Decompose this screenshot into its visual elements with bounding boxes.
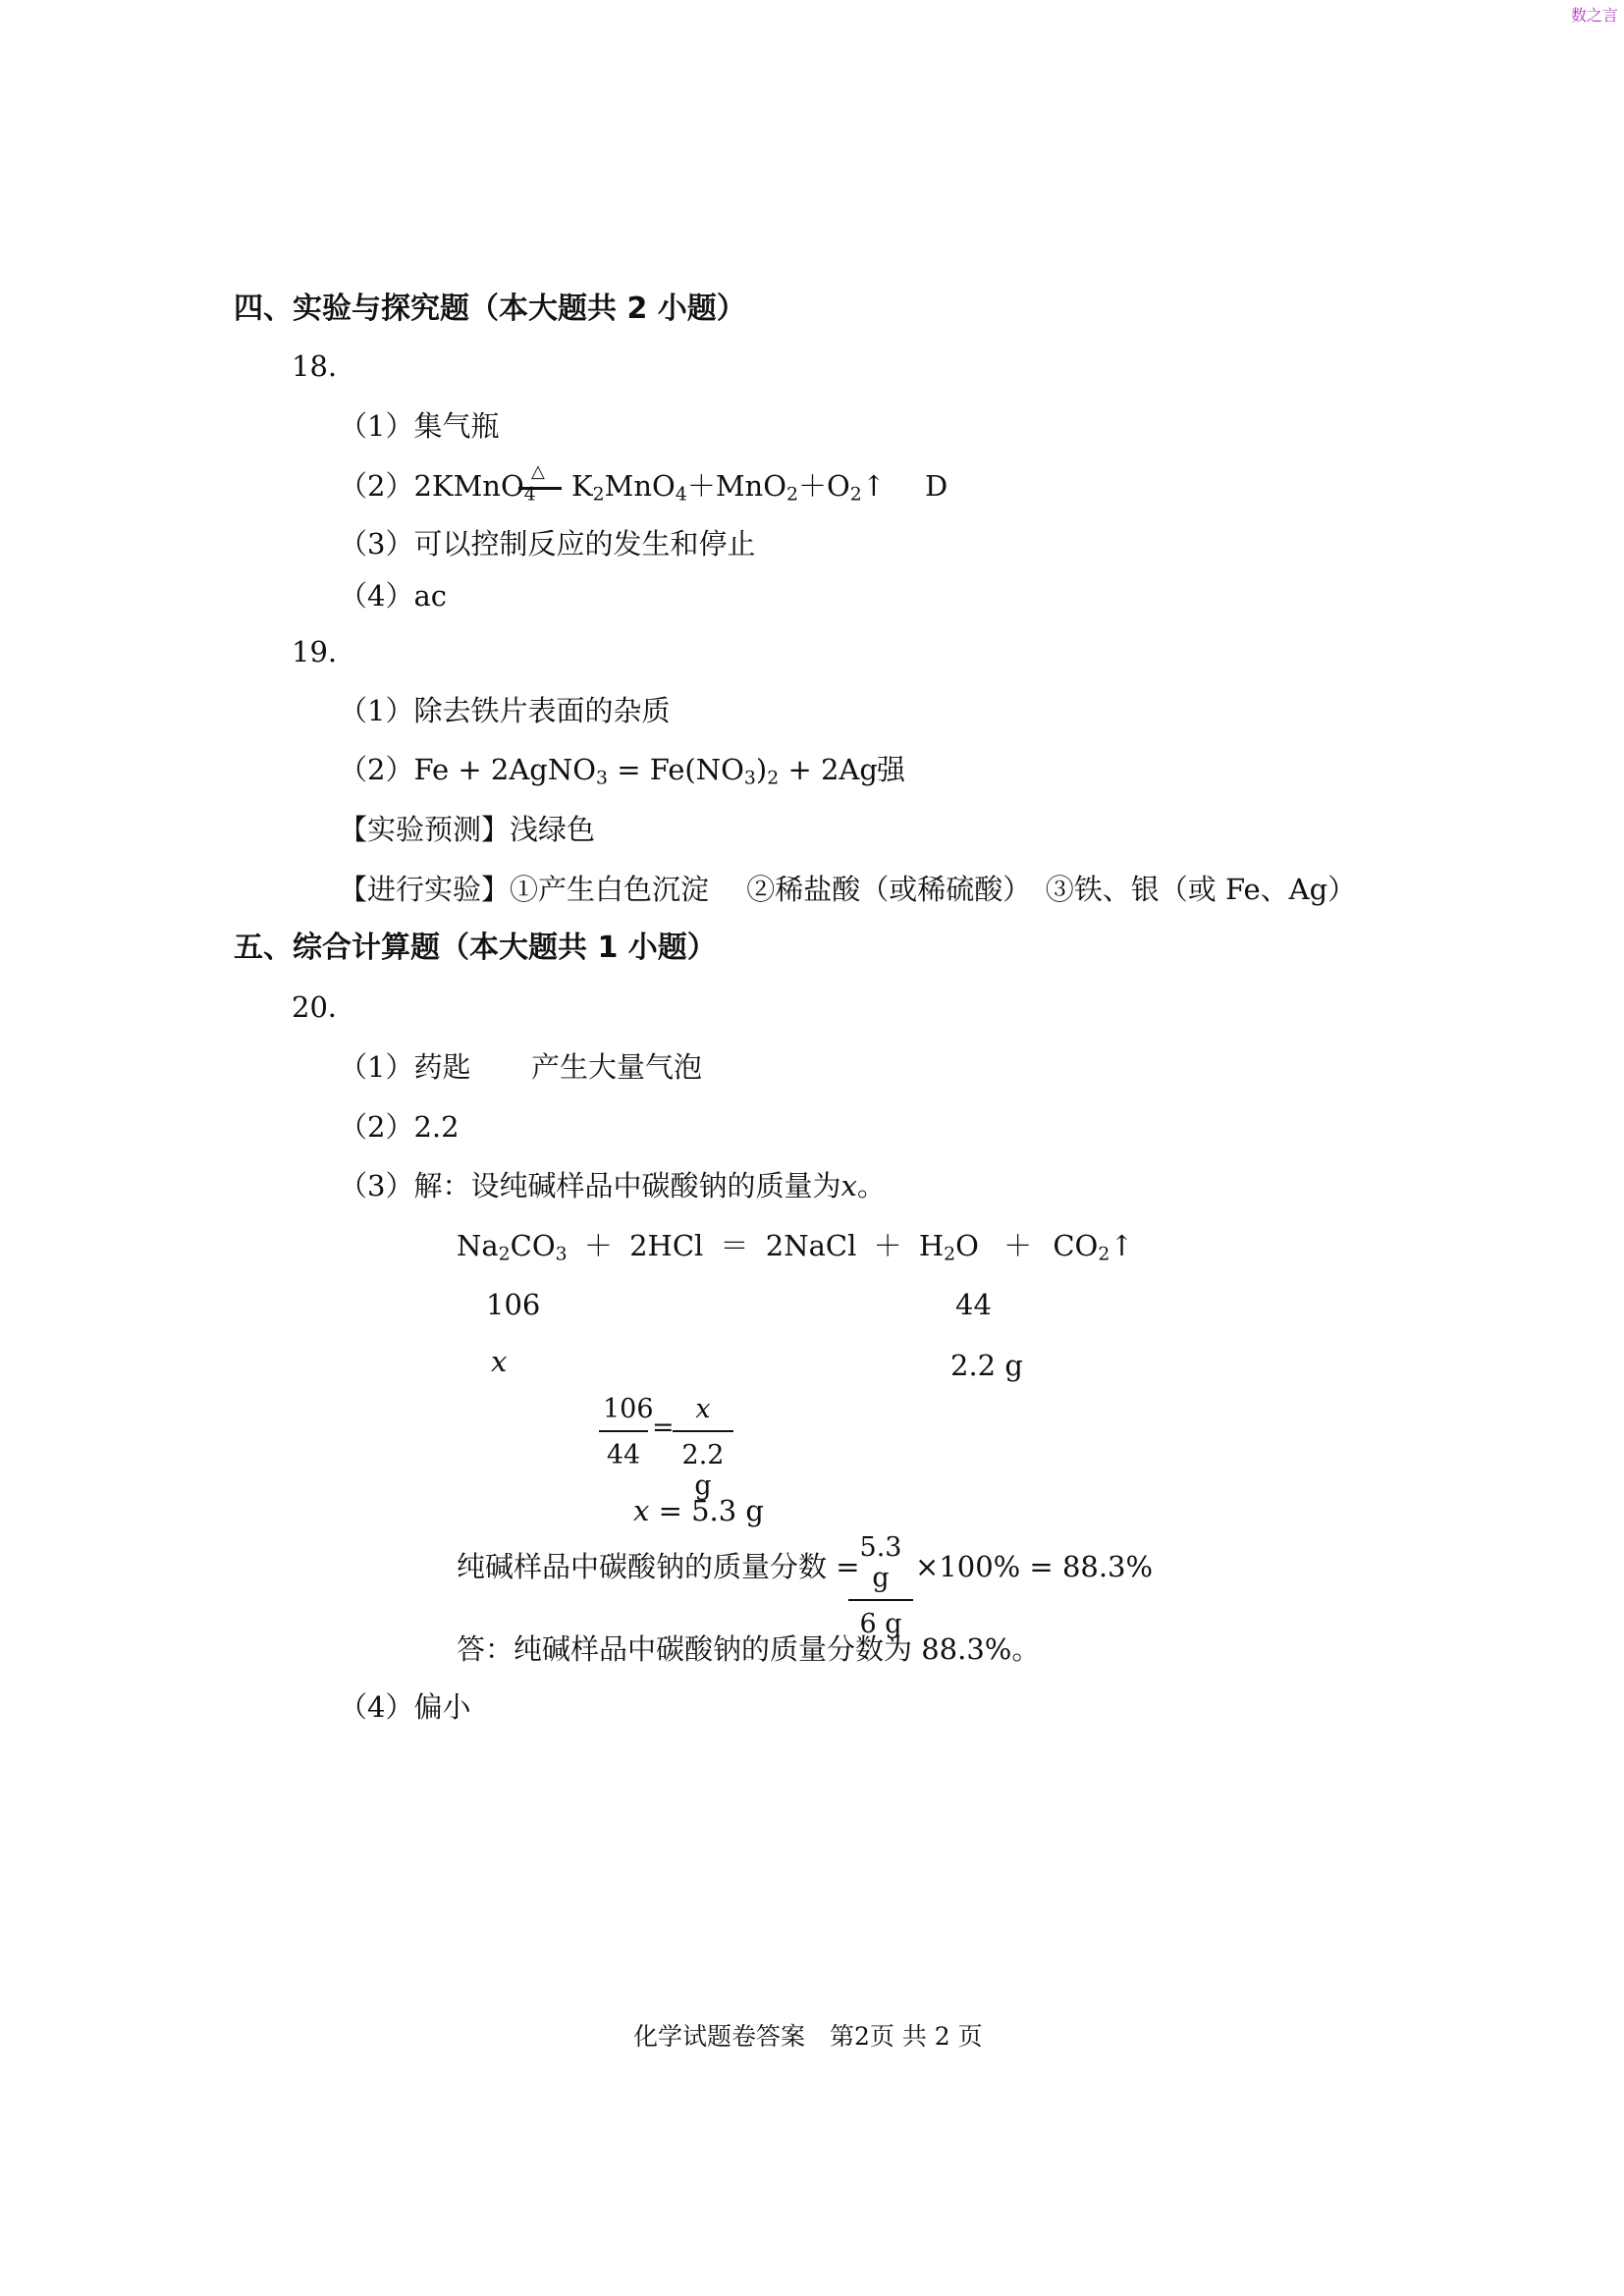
mass-fraction [848, 1532, 913, 1639]
eq-hcl: 2HCl [629, 1229, 704, 1262]
q18-answer-2-equation: （2）2KMnO$_4$ [339, 469, 536, 506]
unknown-left: x [491, 1345, 508, 1378]
ratio-fraction-right [673, 1394, 733, 1501]
eq-nacl: 2NaCl [765, 1229, 857, 1262]
eq-gas-arrow: ↑ [1110, 1229, 1134, 1262]
q20-answer-3-intro [339, 1169, 886, 1202]
result-value: = 5.3 g [649, 1494, 764, 1527]
fraction-denominator: 44 [606, 1440, 641, 1470]
ratio-equals: = [652, 1413, 675, 1443]
gas-arrow: ↑ [861, 469, 887, 503]
q20-answer-1-value: 产生大量气泡 [531, 1050, 703, 1084]
reactant-kmno4: （2）2KMnO [339, 469, 524, 503]
eq-part: = Fe(NO [608, 753, 744, 786]
q19-answer-2-choice: 强 [877, 753, 906, 786]
eq-equals: ＝ [720, 1229, 749, 1262]
fraction-numerator: 5.3 g [859, 1532, 902, 1593]
product-k: K [571, 469, 593, 503]
question-19-number: 19. [292, 635, 338, 668]
result-line [633, 1494, 764, 1527]
ratio-fraction-left [599, 1394, 654, 1470]
eq-h: H [918, 1229, 945, 1262]
q18-answer-3: （3）可以控制反应的发生和停止 [339, 527, 756, 561]
reaction-bar [518, 487, 562, 490]
question-20-number: 20． [292, 990, 356, 1024]
fraction-denominator: 2.2 g [681, 1440, 725, 1501]
variable-x: x [840, 1169, 857, 1202]
eq-plus: ＋ [873, 1229, 902, 1262]
q19-prediction: 【实验预测】浅绿色 [339, 813, 596, 846]
mass-fraction-tail: ×100% = 88.3% [915, 1550, 1154, 1583]
question-18-number: 18. [292, 349, 338, 383]
q20-answer-1-label: （1）药匙 [339, 1050, 471, 1084]
product-mno2: ＋MnO [686, 469, 786, 503]
eq-part: + 2Ag [779, 753, 878, 786]
page-footer: 化学试题卷答案 第2页 共 2 页 [633, 2022, 983, 2051]
q20-answer-4: （4）偏小 [339, 1690, 471, 1724]
molar-mass-left: 106 [486, 1288, 541, 1321]
q18-answer-2-products: $K_2MnO_4+MnO_2+O_2↑$ [571, 469, 887, 506]
fraction-denominator: 6 g [859, 1609, 902, 1639]
eq-plus: ＋ [583, 1229, 613, 1262]
molar-mass-right: 44 [955, 1288, 992, 1321]
calc-equation: $Na_2CO_3 + 2HCl$ ＝ 2NaCl ＋ $H_2O$ ＋ $CO_2↑$ [457, 1229, 1134, 1265]
q19-answer-1: （1）除去铁片表面的杂质 [339, 694, 671, 727]
heating-condition: △ [531, 461, 545, 482]
q19-experiment: 【进行实验】①产生白色沉淀 ②稀盐酸（或稀硫酸） ③铁、银（或 Fe、Ag） [339, 873, 1357, 906]
eq-co2: CO [1053, 1229, 1099, 1262]
section-5-title: 五、综合计算题（本大题共 1 小题） [234, 931, 717, 965]
intro-text: （3）解：设纯碱样品中碳酸钠的质量为 [339, 1169, 841, 1202]
q18-answer-2-choice: D [925, 469, 948, 503]
product-o2: ＋O [797, 469, 850, 503]
eq-part: ) [755, 753, 768, 786]
final-answer: 答：纯碱样品中碳酸钠的质量分数为 88.3%。 [457, 1632, 1041, 1666]
eq-o: O [955, 1229, 979, 1262]
unknown-right: 2.2 g [950, 1349, 1023, 1382]
mass-fraction-label: 纯碱样品中碳酸钠的质量分数 = [457, 1550, 860, 1583]
eq-plus: ＋ [1003, 1229, 1033, 1262]
fraction-numerator: 106 [603, 1394, 654, 1424]
q20-answer-2: （2）2.2 [339, 1110, 460, 1144]
product-mno: MnO [604, 469, 676, 503]
section-4-title: 四、实验与探究题（本大题共 2 小题） [234, 292, 746, 326]
q18-answer-1: （1）集气瓶 [339, 409, 500, 443]
eq-co3: CO [510, 1229, 556, 1262]
eq-na: Na [457, 1229, 499, 1262]
q19-answer-2-equation: （2）Fe + 2AgNO$_3$ = $Fe(NO_3)_2 + 2Ag$ [339, 753, 878, 789]
q18-answer-4: （4）ac [339, 579, 447, 613]
eq-part: （2）Fe + 2AgNO [339, 753, 596, 786]
intro-end: 。 [856, 1169, 886, 1202]
watermark: 数之言 [1571, 6, 1619, 25]
result-variable: x [633, 1494, 650, 1527]
fraction-numerator: x [695, 1394, 711, 1424]
